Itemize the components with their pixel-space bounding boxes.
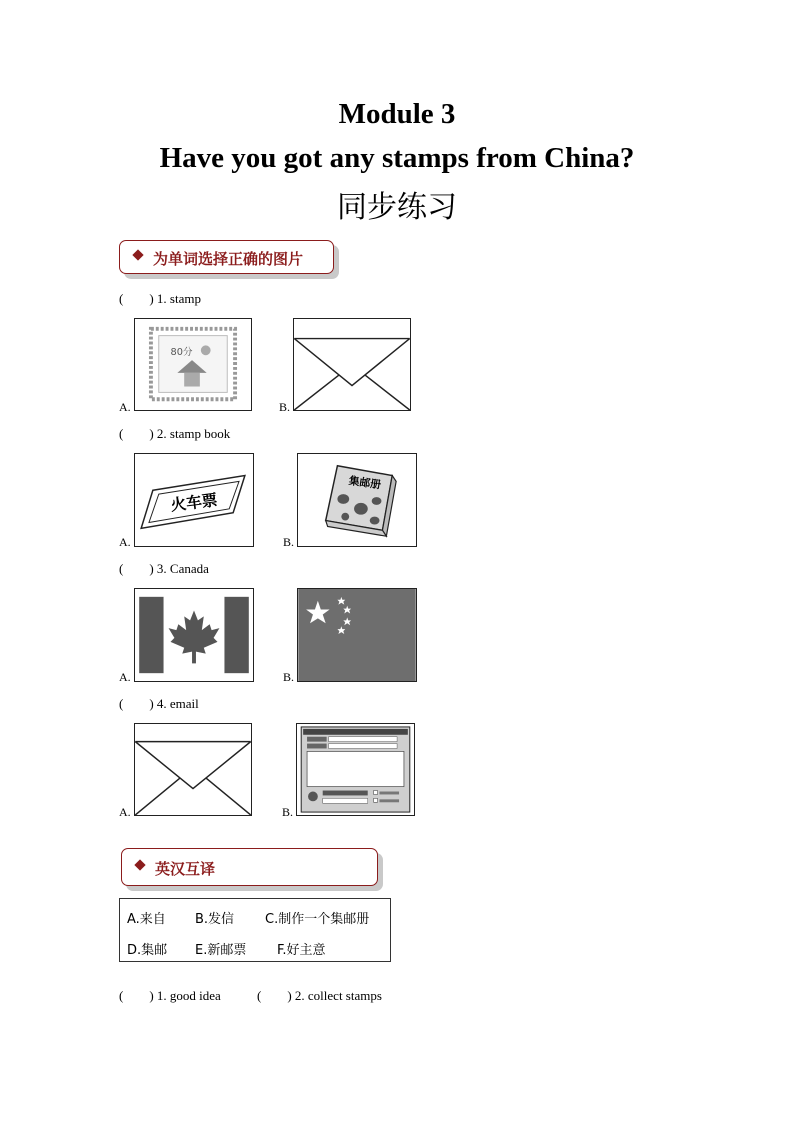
section-2-title: 英汉互译 [155, 860, 216, 878]
train-ticket-icon [135, 454, 253, 546]
email-window-icon [297, 724, 414, 815]
option-b-label: B. [279, 400, 291, 414]
email-window-picture[interactable] [296, 723, 415, 816]
stamp-picture[interactable] [134, 318, 252, 411]
question-4: ( ) 4. email [119, 696, 199, 711]
option-d: D.集邮 [127, 943, 168, 958]
canada-flag-picture[interactable] [134, 588, 254, 682]
envelope-picture[interactable] [134, 723, 252, 816]
option-b-label: B. [282, 805, 294, 819]
option-a-label: A. [119, 400, 131, 414]
stamp-album-picture[interactable] [297, 453, 417, 547]
stamp-value: 80分 [170, 347, 193, 359]
china-flag-picture[interactable] [297, 588, 417, 682]
stamp-album-icon [298, 454, 416, 546]
envelope-picture[interactable] [293, 318, 411, 411]
envelope-icon [135, 724, 251, 815]
option-b-label: B. [283, 535, 295, 549]
question-3: ( ) 3. Canada [119, 561, 209, 576]
section-2-header [121, 848, 378, 886]
option-b: B.发信 [195, 912, 235, 927]
lesson-title: Have you got any stamps from China? [159, 142, 635, 174]
section-1-header [119, 240, 334, 274]
option-a-label: A. [119, 535, 131, 549]
exercise-subtitle: 同步练习 [337, 190, 457, 225]
option-b-label: B. [283, 670, 295, 684]
diamond-icon [132, 249, 143, 260]
option-c: C.制作一个集邮册 [265, 912, 370, 927]
option-a-label: A. [119, 670, 131, 684]
question-2: ( ) 2. stamp book [119, 426, 231, 441]
translation-question-2: ( ) 2. collect stamps [257, 988, 382, 1003]
china-flag-icon [298, 589, 416, 681]
option-a-label: A. [119, 805, 131, 819]
translation-question-1: ( ) 1. good idea [119, 988, 221, 1003]
option-e: E.新邮票 [195, 943, 247, 958]
envelope-icon [294, 319, 410, 410]
option-f: F.好主意 [277, 943, 326, 958]
module-title: Module 3 [338, 98, 456, 130]
section-1-title: 为单词选择正确的图片 [153, 250, 304, 268]
train-ticket-picture[interactable] [134, 453, 254, 547]
options-box [119, 898, 391, 962]
stamp-icon [135, 319, 251, 410]
album-text: 集邮册 [348, 474, 382, 492]
canada-flag-icon [135, 589, 253, 681]
diamond-icon [134, 859, 145, 870]
ticket-text: 火车票 [169, 490, 219, 515]
question-1: ( ) 1. stamp [119, 291, 201, 306]
option-a: A.来自 [127, 912, 166, 927]
